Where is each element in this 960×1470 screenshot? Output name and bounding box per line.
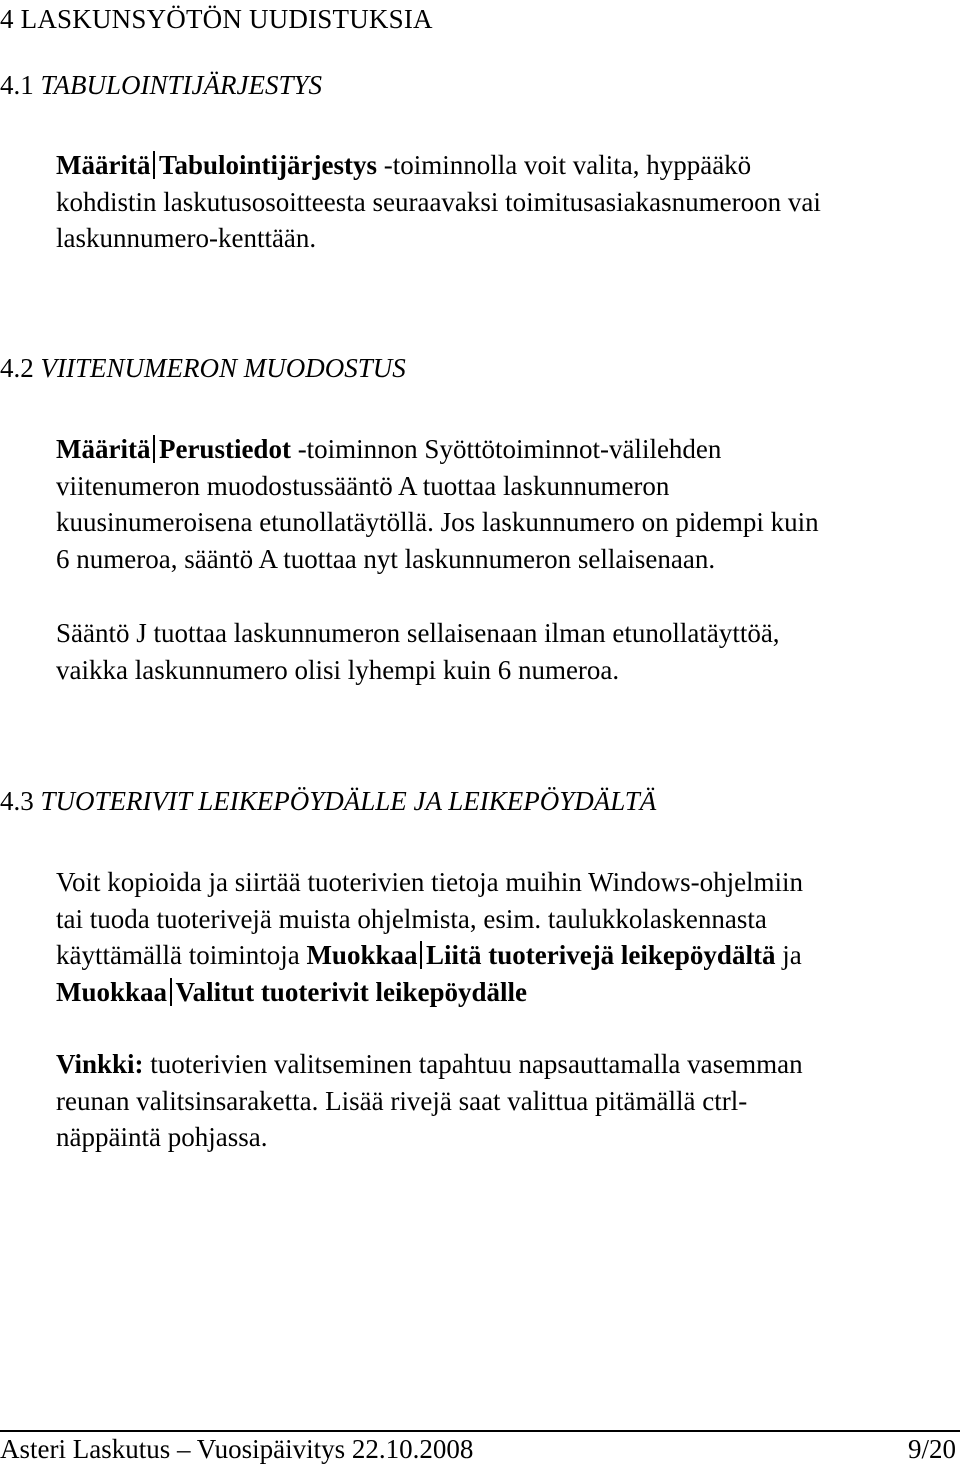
text-line: Sääntö J tuottaa laskunnumeron sellaisenaan ilman etunollatäyttöä, — [56, 618, 780, 648]
section-4-2-paragraph-1 — [56, 431, 956, 577]
text-line: Voit kopioida ja siirtää tuoterivien tietoja muihin Windows-ohjelmiin — [56, 867, 804, 897]
footer-divider — [0, 1430, 960, 1432]
section-4-3-heading — [0, 786, 656, 817]
tip-label: Vinkki: — [56, 1049, 144, 1079]
text-line: viitenumeron muodostussääntö A tuottaa laskunnumeron — [56, 470, 670, 501]
text-line: vaikka laskunnumero olisi lyhempi kuin 6 numeroa. — [56, 654, 620, 685]
menu-tabulointijarjestys: Tabulointijärjestys — [158, 150, 377, 180]
menu-separator — [420, 941, 422, 969]
text-line: kuusinumeroisena etunollatäytöllä. Jos laskunnumero on pidempi kuin — [56, 507, 819, 538]
menu-separator — [153, 435, 155, 463]
menu-valitut-tuoterivit: Valitut tuoterivit leikepöydälle — [175, 976, 528, 1007]
text-line: näppäintä pohjassa. — [56, 1122, 268, 1153]
section-title: TUOTERIVIT LEIKEPÖYDÄLLE JA LEIKEPÖYDÄLTÄ — [40, 786, 657, 816]
page-footer — [0, 1434, 956, 1465]
menu-liita-tuoterivaja: Liitä tuoterivejä leikepöydältä — [425, 940, 776, 971]
section-title: VIITENUMERON MUODOSTUS — [40, 353, 406, 383]
text-line: -toiminnolla voit valita, hyppääkö — [377, 150, 752, 180]
menu-maarita: Määritä — [56, 150, 151, 180]
text-line: kohdistin laskutusosoitteesta seuraavaksi toimitusasiakasnumeroon vai — [56, 186, 821, 217]
footer-title: Asteri Laskutus – Vuosipäivitys 22.10.2008 — [0, 1434, 474, 1464]
menu-separator — [170, 978, 172, 1006]
text-line: tuoterivien valitseminen tapahtuu napsauttamalla vasemman — [143, 1049, 803, 1079]
text-line: reunan valitsinsaraketta. Lisää rivejä saat valittua pitämällä ctrl- — [56, 1085, 748, 1116]
text-line: laskunnumero-kenttään. — [56, 223, 317, 254]
section-4-2-heading — [0, 353, 406, 384]
page-number: 9/20 — [907, 1434, 956, 1464]
text-line: 6 numeroa, sääntö A tuottaa nyt laskunnumeron sellaisenaan. — [56, 543, 716, 574]
menu-muokkaa: Muokkaa — [306, 940, 418, 971]
text-line: ja — [775, 940, 802, 971]
menu-muokkaa: Muokkaa — [56, 976, 168, 1007]
text-line: tai tuoda tuoterivejä muista ohjelmista, esim. taulukkolaskennasta — [56, 903, 767, 934]
section-4-3-paragraph-1 — [56, 864, 956, 1010]
text-line: -toiminnon Syöttötoiminnot-välilehden — [290, 434, 722, 464]
section-4-3-tip — [56, 1046, 956, 1156]
section-4-1-paragraph — [56, 147, 956, 257]
section-number: 4.3 — [0, 786, 34, 816]
section-number: 4.2 — [0, 353, 34, 383]
menu-perustiedot: Perustiedot — [158, 434, 291, 464]
section-number: 4.1 — [0, 70, 34, 100]
menu-separator — [153, 151, 155, 179]
section-4-1-heading — [0, 70, 322, 101]
section-title: TABULOINTIJÄRJESTYS — [40, 70, 322, 100]
section-4-2-paragraph-2 — [56, 615, 956, 688]
text-line: käyttämällä toimintoja — [56, 940, 307, 971]
main-heading: 4 LASKUNSYÖTÖN UUDISTUKSIA — [0, 4, 433, 34]
menu-maarita: Määritä — [56, 434, 151, 464]
